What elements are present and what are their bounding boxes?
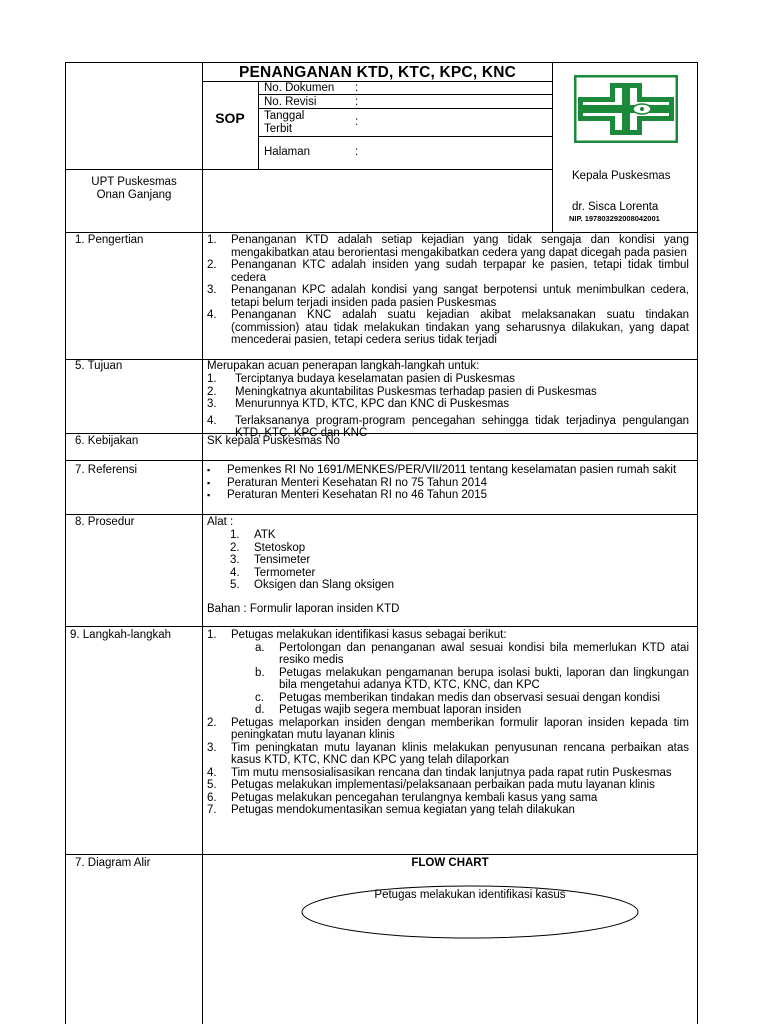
- head-nip: NIP. 197803292008042001: [569, 214, 660, 223]
- meta-label-dokumen: No. Dokumen: [264, 82, 335, 94]
- section-label-pengertian: 1. Pengertian: [75, 234, 144, 246]
- list-item: b. Petugas melakukan pengamanan berupa isolasi bukti, laporan dan lingkungan bila mengetahui adanya KTD, KTC, KNC, dan KPC: [255, 666, 689, 691]
- meta-value-halaman: :: [355, 146, 359, 158]
- pengertian-list: [207, 234, 689, 347]
- org-name-line1: UPT Puskesmas: [91, 176, 177, 188]
- list-item: ▪ Pemenkes RI No 1691/MENKES/PER/VII/2011 tentang keselamatan pasien rumah sakit: [207, 464, 677, 476]
- org-name: [66, 176, 202, 201]
- meta-label-tanggal: Tanggal Terbit: [264, 110, 305, 135]
- section-label-tujuan: 5. Tujuan: [75, 360, 123, 372]
- org-name-line2: Onan Ganjang: [96, 188, 172, 201]
- list-item: d. Petugas wajib segera membuat laporan insiden: [255, 704, 522, 716]
- section-line: [65, 626, 698, 627]
- logo-pupil: [640, 107, 644, 111]
- langkah-sublist: [255, 642, 689, 717]
- list-item: 5. Oksigen dan Slang oksigen: [230, 579, 395, 591]
- section-label-langkah: 9. Langkah-langkah: [70, 629, 172, 641]
- meta-label-revisi: No. Revisi: [264, 96, 317, 108]
- kebijakan-text: SK kepala Puskesmas No: [207, 435, 340, 447]
- section-label-kebijakan: 6. Kebijakan: [75, 435, 139, 447]
- meta-value-revisi: :: [355, 96, 359, 108]
- list-item: 3. Tim peningkatan mutu layanan klinis melakukan penyusunan rencana perbaikan atas kasus KTD, KTC, KNC dan KPC yang telah dilaporkan: [207, 741, 689, 766]
- list-item: 1. Terciptanya budaya keselamatan pasien di Puskesmas: [207, 373, 515, 385]
- list-item: ▪ Peraturan Menteri Kesehatan RI no 75 Tahun 2014: [207, 476, 487, 489]
- list-item: c. Petugas memberikan tindakan medis dan observasi sesuai dengan kondisi: [255, 691, 661, 704]
- tujuan-intro: Merupakan acuan penerapan langkah-langkah untuk:: [207, 360, 480, 372]
- section-line: [65, 514, 698, 515]
- list-item: 2. Stetoskop: [230, 541, 306, 554]
- list-item: 4. Terlaksananya program-program pencegahan sehingga tidak terjadinya pengulangan KTD, KTC, KPC dan KNC: [207, 414, 689, 439]
- col-sep-left: [202, 62, 203, 232]
- list-item: a. Pertolongan dan penanganan awal sesuai kondisi bila memerlukan KTD atai resiko medis: [255, 641, 689, 666]
- alat-list: [230, 529, 530, 592]
- list-item: 2. Meningkatnya akuntabilitas Puskesmas terhadap pasien di Puskesmas: [207, 385, 597, 398]
- sop-label: SOP: [215, 110, 245, 126]
- head-name: dr. Sisca Lorenta: [572, 201, 659, 213]
- referensi-list: [207, 464, 689, 502]
- border-top: [65, 62, 698, 63]
- list-item: 3. Tensimeter: [230, 554, 311, 566]
- head-title: Kepala Puskesmas: [572, 170, 671, 182]
- meta-label-halaman: Halaman: [264, 146, 311, 158]
- list-item: 2. Penanganan KTC adalah insiden yang sudah terpapar ke pasien, tetapi tidak timbul cedera: [207, 259, 689, 284]
- puskesmas-logo: [574, 75, 678, 143]
- list-item: 5. Petugas melakukan implementasi/pelaksanaan perbaikan pada mutu layanan klinis: [207, 779, 655, 791]
- section-line: [65, 232, 698, 233]
- list-item: 6. Petugas melakukan pencegahan terulangnya kembali kasus yang sama: [207, 791, 598, 804]
- list-item: 1. Penanganan KTD adalah setiap kejadian yang tidak sengaja dan kondisi yang mengakibatkan atau berorientasi mengakibatkan cedera yang dapat dicegah pada pasien: [207, 234, 689, 259]
- section-label-referensi: 7. Referensi: [75, 464, 138, 476]
- flowchart-step-1: Petugas melakukan identifikasi kasus: [374, 889, 566, 901]
- bahan-text: Bahan : Formulir laporan insiden KTD: [207, 603, 400, 615]
- alat-label: Alat :: [207, 516, 234, 528]
- body-col-sep: [202, 232, 203, 1024]
- list-item: 4. Penanganan KNC adalah suatu kejadian akibat melaksanakan suatu tindakan (commission) atau tidak melakukan tindakan yang seharusnya dilakukan, yang dapat mencederai pasien, tetapi cedera serius tidak terjadi: [207, 309, 689, 346]
- border-right: [697, 62, 698, 1024]
- section-label-prosedur: 8. Prosedur: [75, 516, 135, 528]
- tujuan-list: [207, 373, 689, 440]
- langkah-rest: [207, 717, 689, 817]
- meta-value-dokumen: :: [355, 82, 359, 94]
- header-mid-line: [65, 169, 553, 170]
- meta-value-tanggal: :: [355, 116, 359, 128]
- list-item: 7. Petugas mendokumentasikan semua kegiatan yang telah dilakukan: [207, 804, 575, 816]
- langkah-list: [207, 629, 689, 817]
- border-left: [65, 62, 66, 1024]
- list-item: 4. Termometer: [230, 566, 316, 579]
- list-item: 2. Petugas melaporkan insiden dengan memberikan formulir laporan insiden kepada tim peningkatan mutu layanan klinis: [207, 716, 689, 741]
- section-label-diagram: 7. Diagram Alir: [75, 857, 151, 869]
- list-item: 3. Penanganan KPC adalah kondisi yang sangat berpotensi untuk menimbulkan cedera, tetapi belum terjadi insiden pada pasien Puskesmas: [207, 284, 689, 309]
- list-item: 1. Petugas melakukan identifikasi kasus sebagai berikut:: [207, 629, 507, 641]
- logo-bar-v: [622, 88, 630, 130]
- section-line: [65, 460, 698, 461]
- section-line: [65, 854, 698, 855]
- list-item: 3. Menurunnya KTD, KTC, KPC dan KNC di Puskesmas: [207, 398, 510, 410]
- meta-row-line: [258, 136, 553, 137]
- page-title: PENANGANAN KTD, KTC, KPC, KNC: [238, 64, 517, 81]
- list-item: ▪ Peraturan Menteri Kesehatan RI no 46 Tahun 2015: [207, 489, 487, 501]
- list-item: 1. ATK: [230, 529, 276, 541]
- list-item: 4. Tim mutu mensosialisasikan rencana dan tindak lanjutnya pada rapat rutin Puskesmas: [207, 766, 672, 779]
- flowchart-title: FLOW CHART: [411, 857, 489, 869]
